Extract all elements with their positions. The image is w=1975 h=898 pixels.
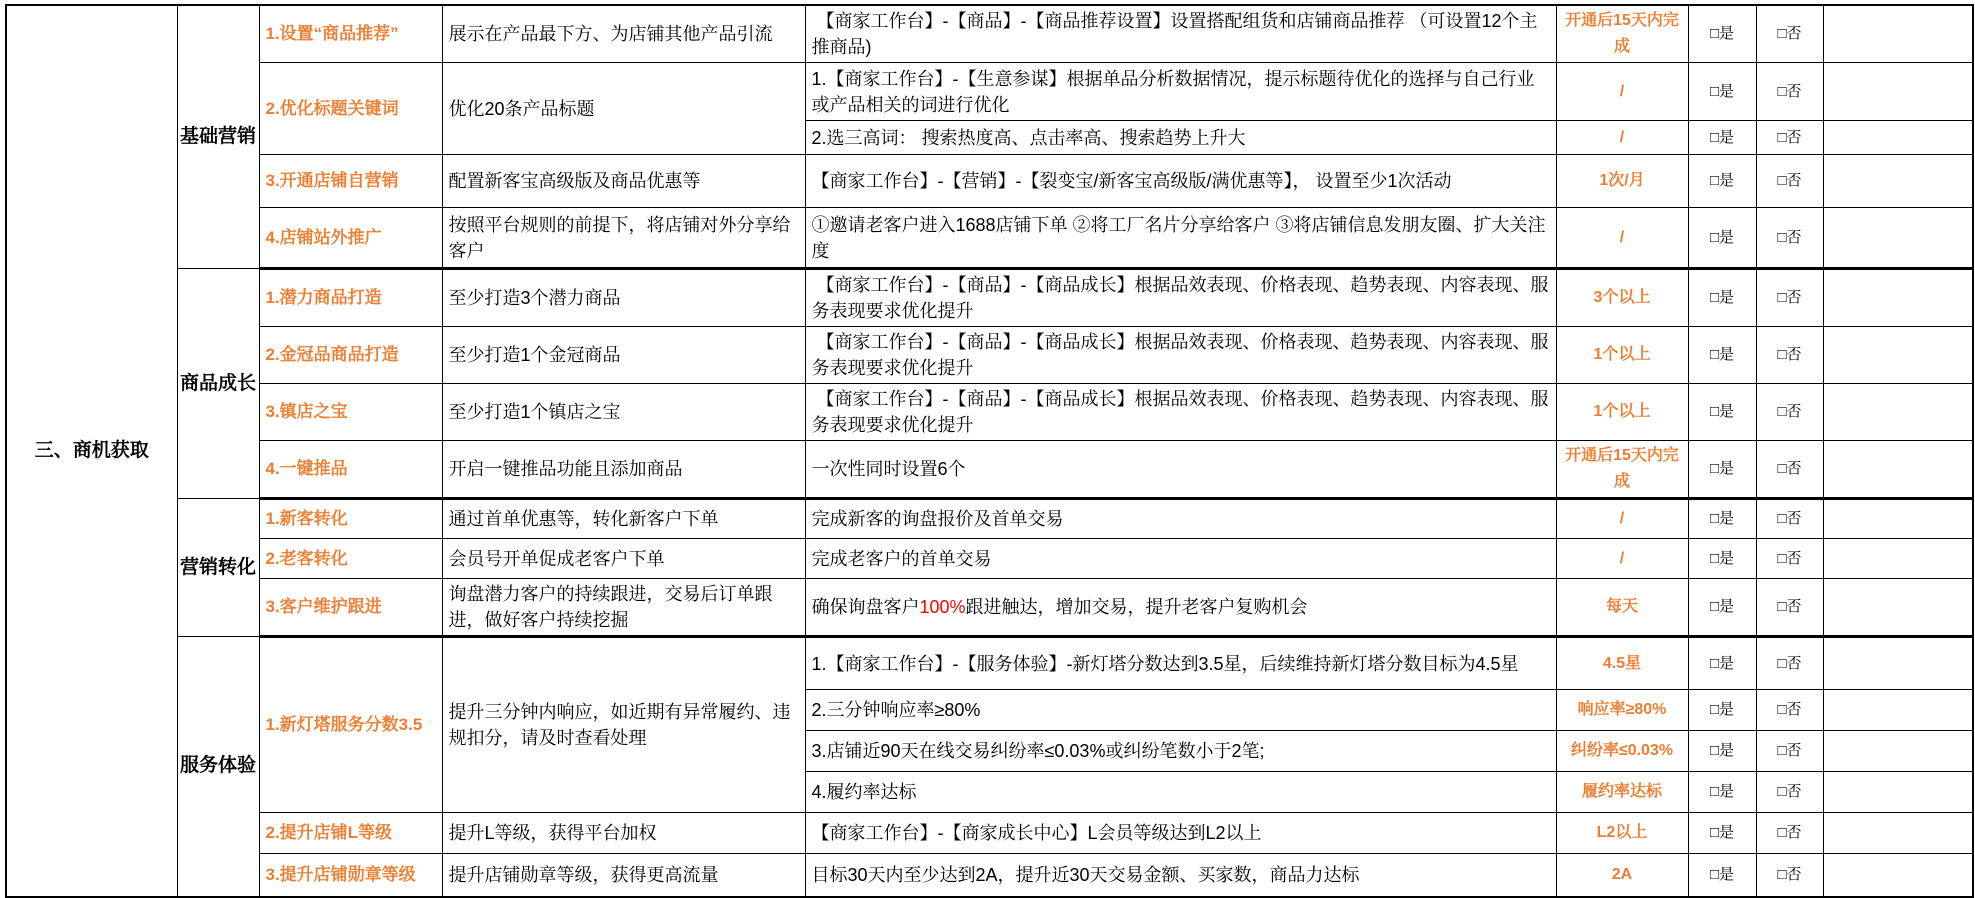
step-detail-cell: 【商家工作台】-【商品】-【商品成长】根据品效表现、价格表现、趋势表现、内容表现、服务表现要求优化提升: [805, 384, 1556, 441]
table-row: [6, 579, 1973, 637]
empty-cell: [1823, 813, 1973, 854]
task-description-cell: 提升店铺勋章等级，获得更高流量: [442, 854, 805, 897]
yes-checkbox[interactable]: □是: [1688, 121, 1756, 155]
task-name-cell: 1.新灯塔服务分数3.5: [259, 637, 442, 813]
empty-cell: [1823, 384, 1973, 441]
yes-checkbox[interactable]: □是: [1688, 579, 1756, 637]
target-cell: /: [1556, 208, 1688, 269]
business-opportunity-table: [5, 4, 1974, 898]
table-row: [6, 384, 1973, 441]
category-service-experience: 服务体验: [177, 637, 259, 897]
table-row: [6, 441, 1973, 499]
no-checkbox[interactable]: □否: [1756, 690, 1823, 731]
table-row: [6, 854, 1973, 897]
table-row: [6, 269, 1973, 327]
task-description-cell: 展示在产品最下方、为店铺其他产品引流: [442, 5, 805, 63]
target-cell: 4.5星: [1556, 637, 1688, 690]
yes-checkbox[interactable]: □是: [1688, 441, 1756, 499]
target-cell: 3个以上: [1556, 269, 1688, 327]
yes-checkbox[interactable]: □是: [1688, 539, 1756, 579]
yes-checkbox[interactable]: □是: [1688, 499, 1756, 539]
step-detail-cell: 一次性同时设置6个: [805, 441, 1556, 499]
target-cell: 履约率达标: [1556, 772, 1688, 813]
yes-checkbox[interactable]: □是: [1688, 731, 1756, 772]
yes-checkbox[interactable]: □是: [1688, 63, 1756, 121]
task-description-cell: 询盘潜力客户的持续跟进，交易后订单跟进，做好客户持续挖掘: [442, 579, 805, 637]
detail-text: 确保询盘客户: [811, 597, 920, 617]
no-checkbox[interactable]: □否: [1756, 155, 1823, 208]
step-detail-cell: ①邀请老客户进入1688店铺下单 ②将工厂名片分享给客户 ③将店铺信息发朋友圈、扩大关注度: [805, 208, 1556, 269]
no-checkbox[interactable]: □否: [1756, 637, 1823, 690]
empty-cell: [1823, 731, 1973, 772]
empty-cell: [1823, 690, 1973, 731]
task-description-cell: 按照平台规则的前提下，将店铺对外分享给客户: [442, 208, 805, 269]
target-cell: L2以上: [1556, 813, 1688, 854]
table-row: [6, 499, 1973, 539]
table-row: [6, 327, 1973, 384]
empty-cell: [1823, 441, 1973, 499]
no-checkbox[interactable]: □否: [1756, 121, 1823, 155]
task-description-cell: 至少打造3个潜力商品: [442, 269, 805, 327]
target-cell: 2A: [1556, 854, 1688, 897]
task-description-cell: 提升L等级，获得平台加权: [442, 813, 805, 854]
category-basic-marketing: 基础营销: [177, 5, 259, 269]
yes-checkbox[interactable]: □是: [1688, 772, 1756, 813]
step-detail-cell: 【商家工作台】-【营销】-【裂变宝/新客宝高级版/满优惠等】， 设置至少1次活动: [805, 155, 1556, 208]
task-name-cell: 3.提升店铺勋章等级: [259, 854, 442, 897]
step-detail-cell: 【商家工作台】-【商品】-【商品成长】根据品效表现、价格表现、趋势表现、内容表现、服务表现要求优化提升: [805, 269, 1556, 327]
yes-checkbox[interactable]: □是: [1688, 5, 1756, 63]
no-checkbox[interactable]: □否: [1756, 327, 1823, 384]
yes-checkbox[interactable]: □是: [1688, 813, 1756, 854]
step-detail-cell: 【商家工作台】-【商品】-【商品推荐设置】设置搭配组货和店铺商品推荐 （可设置12个主推商品): [805, 5, 1556, 63]
step-detail-cell: 1.【商家工作台】-【生意参谋】根据单品分析数据情况，提示标题待优化的选择与自己行业或产品相关的词进行优化: [805, 63, 1556, 121]
empty-cell: [1823, 637, 1973, 690]
step-detail-cell: 完成老客户的首单交易: [805, 539, 1556, 579]
task-description-cell: 会员号开单促成老客户下单: [442, 539, 805, 579]
step-detail-cell: 4.履约率达标: [805, 772, 1556, 813]
detail-text: 跟进触达，增加交易，提升老客户复购机会: [965, 597, 1308, 617]
task-name-cell: 3.客户维护跟进: [259, 579, 442, 637]
no-checkbox[interactable]: □否: [1756, 208, 1823, 269]
yes-checkbox[interactable]: □是: [1688, 854, 1756, 897]
target-cell: /: [1556, 121, 1688, 155]
empty-cell: [1823, 327, 1973, 384]
task-name-cell: 1.新客转化: [259, 499, 442, 539]
task-name-cell: 1.潜力商品打造: [259, 269, 442, 327]
empty-cell: [1823, 121, 1973, 155]
no-checkbox[interactable]: □否: [1756, 269, 1823, 327]
category-marketing-conversion: 营销转化: [177, 499, 259, 637]
task-description-cell: 至少打造1个镇店之宝: [442, 384, 805, 441]
no-checkbox[interactable]: □否: [1756, 854, 1823, 897]
step-detail-cell: 1.【商家工作台】-【服务体验】-新灯塔分数达到3.5星，后续维持新灯塔分数目标为4.5星: [805, 637, 1556, 690]
table-row: [6, 63, 1973, 121]
yes-checkbox[interactable]: □是: [1688, 155, 1756, 208]
step-detail-cell: 【商家工作台】-【商品】-【商品成长】根据品效表现、价格表现、趋势表现、内容表现、服务表现要求优化提升: [805, 327, 1556, 384]
yes-checkbox[interactable]: □是: [1688, 269, 1756, 327]
step-detail-cell: 2.选三高词： 搜索热度高、点击率高、搜索趋势上升大: [805, 121, 1556, 155]
task-description-cell: 提升三分钟内响应，如近期有异常履约、违规扣分，请及时查看处理: [442, 637, 805, 813]
task-name-cell: 3.镇店之宝: [259, 384, 442, 441]
task-name-cell: 1.设置“商品推荐”: [259, 5, 442, 63]
step-detail-cell: 目标30天内至少达到2A，提升近30天交易金额、买家数，商品力达标: [805, 854, 1556, 897]
table-row: [6, 539, 1973, 579]
target-cell: 开通后15天内完成: [1556, 5, 1688, 63]
empty-cell: [1823, 499, 1973, 539]
task-name-cell: 4.一键推品: [259, 441, 442, 499]
yes-checkbox[interactable]: □是: [1688, 690, 1756, 731]
table-row: [6, 637, 1973, 690]
target-cell: 每天: [1556, 579, 1688, 637]
task-name-cell: 2.优化标题关键词: [259, 63, 442, 155]
target-cell: 纠纷率≤0.03%: [1556, 731, 1688, 772]
target-cell: /: [1556, 539, 1688, 579]
detail-highlight: 100%: [919, 597, 966, 617]
target-cell: 响应率≥80%: [1556, 690, 1688, 731]
task-description-cell: 优化20条产品标题: [442, 63, 805, 155]
task-name-cell: 4.店铺站外推广: [259, 208, 442, 269]
target-cell: 1个以上: [1556, 327, 1688, 384]
yes-checkbox[interactable]: □是: [1688, 637, 1756, 690]
empty-cell: [1823, 539, 1973, 579]
no-checkbox[interactable]: □否: [1756, 499, 1823, 539]
target-cell: /: [1556, 63, 1688, 121]
table-row: [6, 813, 1973, 854]
step-detail-cell: 【商家工作台】-【商家成长中心】L会员等级达到L2以上: [805, 813, 1556, 854]
no-checkbox[interactable]: □否: [1756, 5, 1823, 63]
section-title-cell: 三、商机获取: [6, 5, 177, 897]
empty-cell: [1823, 155, 1973, 208]
no-checkbox[interactable]: □否: [1756, 731, 1823, 772]
task-name-cell: 3.开通店铺自营销: [259, 155, 442, 208]
no-checkbox[interactable]: □否: [1756, 441, 1823, 499]
target-cell: 1次/月: [1556, 155, 1688, 208]
no-checkbox[interactable]: □否: [1756, 772, 1823, 813]
task-name-cell: 2.金冠品商品打造: [259, 327, 442, 384]
no-checkbox[interactable]: □否: [1756, 384, 1823, 441]
table-row: [6, 155, 1973, 208]
step-detail-cell: [805, 579, 1556, 637]
task-description-cell: 配置新客宝高级版及商品优惠等: [442, 155, 805, 208]
task-description-cell: 至少打造1个金冠商品: [442, 327, 805, 384]
table-row: [6, 5, 1973, 63]
step-detail-cell: 3.店铺近90天在线交易纠纷率≤0.03%或纠纷笔数小于2笔;: [805, 731, 1556, 772]
yes-checkbox[interactable]: □是: [1688, 327, 1756, 384]
empty-cell: [1823, 5, 1973, 63]
step-detail-cell: 完成新客的询盘报价及首单交易: [805, 499, 1556, 539]
no-checkbox[interactable]: □否: [1756, 579, 1823, 637]
target-cell: /: [1556, 499, 1688, 539]
task-description-cell: 通过首单优惠等，转化新客户下单: [442, 499, 805, 539]
task-description-cell: 开启一键推品功能且添加商品: [442, 441, 805, 499]
yes-checkbox[interactable]: □是: [1688, 384, 1756, 441]
no-checkbox[interactable]: □否: [1756, 539, 1823, 579]
task-name-cell: 2.提升店铺L等级: [259, 813, 442, 854]
step-detail-cell: 2.三分钟响应率≥80%: [805, 690, 1556, 731]
no-checkbox[interactable]: □否: [1756, 813, 1823, 854]
empty-cell: [1823, 63, 1973, 121]
empty-cell: [1823, 772, 1973, 813]
target-cell: 开通后15天内完成: [1556, 441, 1688, 499]
target-cell: 1个以上: [1556, 384, 1688, 441]
empty-cell: [1823, 269, 1973, 327]
empty-cell: [1823, 854, 1973, 897]
no-checkbox[interactable]: □否: [1756, 63, 1823, 121]
yes-checkbox[interactable]: □是: [1688, 208, 1756, 269]
table-row: [6, 208, 1973, 269]
category-product-growth: 商品成长: [177, 269, 259, 499]
empty-cell: [1823, 208, 1973, 269]
empty-cell: [1823, 579, 1973, 637]
task-name-cell: 2.老客转化: [259, 539, 442, 579]
